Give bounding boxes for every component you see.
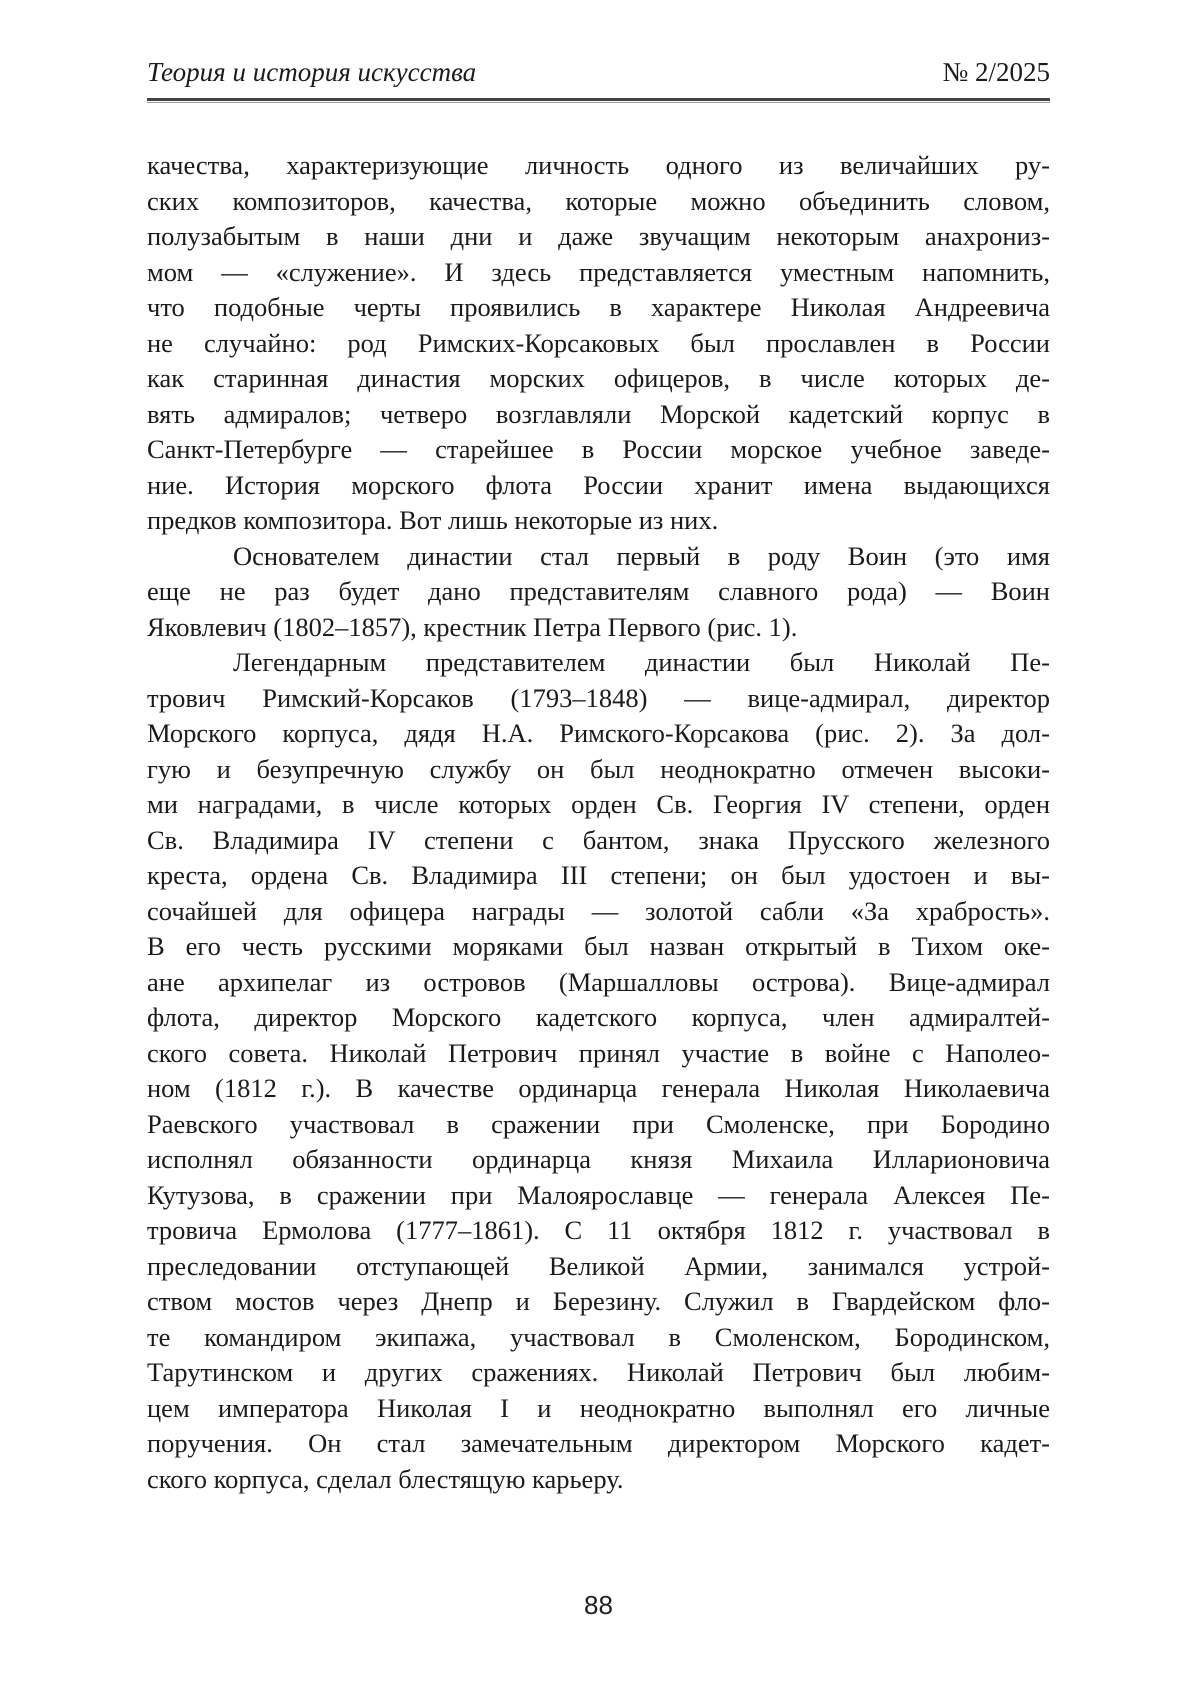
paragraph [147, 148, 1050, 539]
text-line: исполнял обязанности ординарца князя Михаила Илларионовича [147, 1144, 1050, 1174]
text-line: не случайно: род Римских-Корсаковых был прославлен в России [147, 327, 1050, 358]
body-text [147, 148, 1050, 1497]
text-line: предков композитора. Вот лишь некоторые из них. [147, 505, 719, 535]
text-line: Яковлевич (1802–1857), крестник Петра Первого (рис. 1). [147, 611, 798, 642]
text-line: полузабытым в наши дни и даже звучащим некоторым анахрониз- [147, 221, 1050, 251]
text-line: что подобные черты проявились в характере Николая Андреевича [147, 292, 1050, 322]
text-line: качества, характеризующие личность одного из величайших ру- [147, 150, 1050, 180]
text-line: преследовании отступающей Великой Армии, занимался устрой- [147, 1250, 1050, 1281]
text-line: Тарутинском и других сражениях. Николай Петрович был любим- [147, 1357, 1050, 1387]
text-line: ского корпуса, сделал блестящую карьеру. [147, 1463, 624, 1494]
header-rule-dark-line [147, 98, 1050, 101]
text-line: Легендарным представителем династии был Николай Пе- [233, 647, 1050, 677]
text-line: как старинная династия морских офицеров, в числе которых де- [147, 363, 1050, 393]
paragraph [147, 645, 1050, 1497]
header-rule [147, 98, 1050, 103]
page-number: 88 [584, 1590, 613, 1620]
text-line: Морского корпуса, дядя Н.А. Римского-Корсакова (рис. 2). За дол- [147, 718, 1050, 748]
text-line: Раевского участвовал в сражении при Смоленске, при Бородино [147, 1108, 1050, 1139]
text-line: креста, ордена Св. Владимира III степени; он был удостоен и вы- [147, 860, 1050, 890]
text-line: мом — «служение». И здесь представляется уместным напомнить, [147, 256, 1050, 287]
text-line: трович Римский-Корсаков (1793–1848) — вице-адмирал, директор [147, 682, 1050, 713]
text-line: ном (1812 г.). В качестве ординарца генерала Николая Николаевича [147, 1073, 1050, 1103]
text-line: ми наградами, в числе которых орден Св. Георгия IV степени, орден [147, 789, 1050, 819]
text-line: тровича Ермолова (1777–1861). С 11 октября 1812 г. участвовал в [147, 1215, 1050, 1245]
text-line: вять адмиралов; четверо возглавляли Морской кадетский корпус в [147, 398, 1050, 429]
text-line: ние. История морского флота России хранит имена выдающихся [147, 469, 1050, 500]
text-line: еще не раз будет дано представителям славного рода) — Воин [147, 576, 1050, 606]
text-line: ских композиторов, качества, которые можно объединить словом, [147, 185, 1050, 216]
text-line: цем императора Николая I и неоднократно выполнял его личные [147, 1392, 1050, 1423]
text-line: В его честь русскими моряками был назван открытый в Тихом оке- [147, 931, 1050, 961]
text-line: Санкт-Петербурге — старейшее в России морское учебное заведе- [147, 434, 1050, 464]
header-issue-number: № 2/2025 [942, 57, 1050, 87]
header-rule-light-line [147, 102, 1050, 104]
paragraph [147, 539, 1050, 646]
running-header [147, 56, 1050, 88]
text-line: Св. Владимира IV степени с бантом, знака Прусского железного [147, 824, 1050, 855]
text-line: гую и безупречную службу он был неоднократно отмечен высоки- [147, 753, 1050, 784]
text-line: ане архипелаг из островов (Маршалловы острова). Вице-адмирал [147, 966, 1050, 997]
text-line: ством мостов через Днепр и Березину. Служил в Гвардейском фло- [147, 1286, 1050, 1316]
text-line: сочайшей для офицера награды — золотой сабли «За храбрость». [147, 895, 1050, 926]
text-line: те командиром экипажа, участвовал в Смоленском, Бородинском, [147, 1321, 1050, 1352]
text-line: флота, директор Морского кадетского корпуса, член адмиралтей- [147, 1002, 1050, 1032]
text-line: Кутузова, в сражении при Малоярославце — генерала Алексея Пе- [147, 1179, 1050, 1210]
text-line: Основателем династии стал первый в роду Воин (это имя [233, 540, 1050, 571]
text-line: поручения. Он стал замечательным директором Морского кадет- [147, 1428, 1050, 1458]
text-line: ского совета. Николай Петрович принял участие в войне с Наполео- [147, 1037, 1050, 1068]
header-section-title: Теория и история искусства [147, 57, 477, 87]
